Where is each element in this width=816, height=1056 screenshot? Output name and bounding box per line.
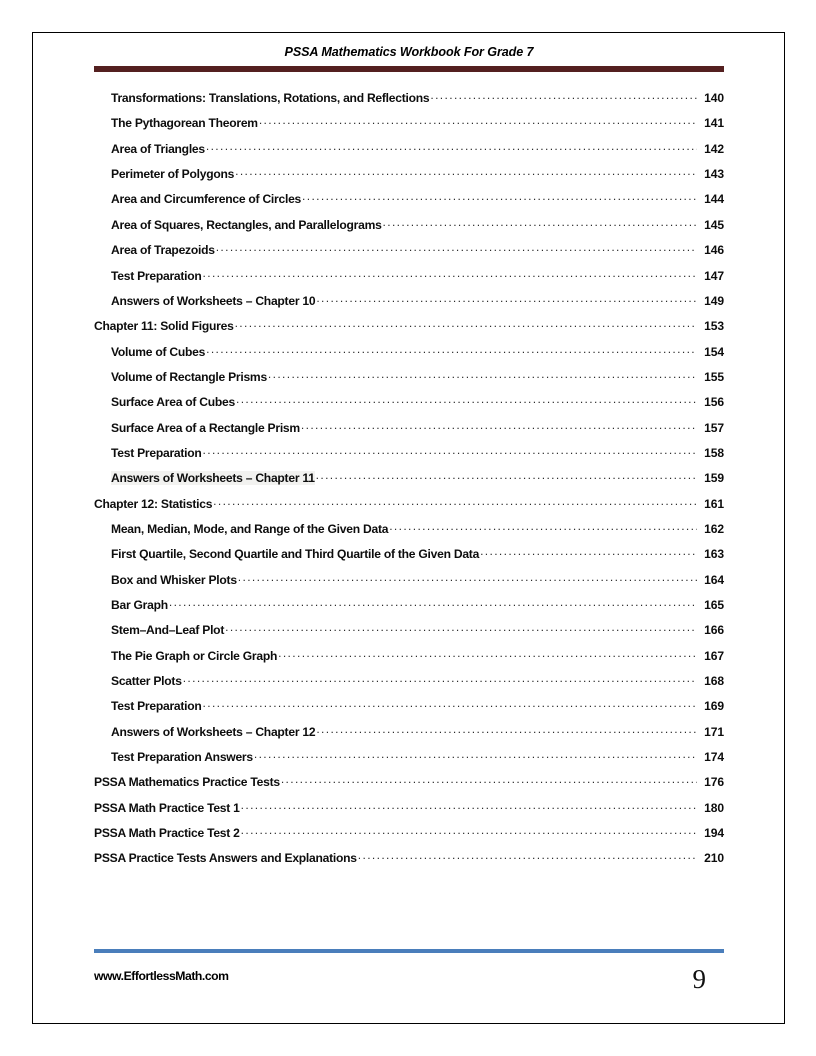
toc-entry[interactable] (94, 242, 724, 267)
toc-entry-title: Volume of Cubes (111, 344, 206, 359)
toc-entry-title: PSSA Practice Tests Answers and Explanations (94, 851, 357, 866)
toc-entry-title: Area of Squares, Rectangles, and Parallelograms (111, 217, 382, 232)
toc-dot-leader (213, 496, 697, 508)
toc-entry-page-number: 161 (704, 496, 724, 511)
toc-dot-leader (268, 369, 697, 381)
toc-dot-leader (206, 141, 697, 153)
toc-entry-page-number: 141 (704, 116, 724, 131)
toc-entry[interactable] (94, 115, 724, 140)
toc-entry[interactable] (94, 825, 724, 850)
toc-entry-page-number: 145 (704, 217, 724, 232)
toc-entry-page-number: 140 (704, 91, 724, 106)
toc-entry[interactable] (94, 496, 724, 521)
toc-entry-page-number: 163 (704, 547, 724, 562)
toc-entry[interactable] (94, 470, 724, 495)
toc-entry[interactable] (94, 217, 724, 242)
toc-entry-page-number: 158 (704, 445, 724, 460)
toc-dot-leader (383, 217, 697, 229)
toc-dot-leader (301, 419, 697, 431)
toc-entry-page-number: 147 (704, 268, 724, 283)
toc-entry-page-number: 176 (704, 775, 724, 790)
toc-dot-leader (259, 115, 697, 127)
toc-dot-leader (241, 800, 697, 812)
toc-dot-leader (316, 293, 697, 305)
toc-entry-page-number: 180 (704, 800, 724, 815)
toc-dot-leader (235, 166, 697, 178)
table-of-contents (94, 90, 724, 876)
toc-entry[interactable] (94, 343, 724, 368)
toc-entry-page-number: 144 (704, 192, 724, 207)
toc-entry-page-number: 159 (704, 471, 724, 486)
toc-entry-title: Box and Whisker Plots (111, 572, 237, 587)
toc-entry-title: Scatter Plots (111, 674, 182, 688)
toc-entry-page-number: 157 (704, 420, 724, 435)
toc-entry-page-number: 154 (704, 344, 724, 359)
toc-dot-leader (316, 470, 697, 482)
footer-website: www.EffortlessMath.com (94, 969, 229, 983)
toc-entry-page-number: 194 (704, 826, 724, 841)
toc-dot-leader (358, 850, 697, 862)
toc-entry-title: Area of Trapezoids (111, 243, 215, 258)
toc-entry-page-number: 146 (704, 243, 724, 258)
toc-entry[interactable] (94, 521, 724, 546)
toc-entry-title: Area of Triangles (111, 141, 205, 156)
toc-dot-leader (302, 191, 697, 203)
toc-entry-page-number: 167 (704, 648, 724, 663)
toc-entry[interactable] (94, 800, 724, 825)
toc-dot-leader (206, 343, 697, 355)
toc-entry-page-number: 162 (704, 521, 724, 536)
toc-entry[interactable] (94, 293, 724, 318)
toc-entry[interactable] (94, 774, 724, 799)
toc-entry-page-number: 171 (704, 724, 724, 739)
toc-dot-leader (480, 546, 697, 558)
toc-entry-title: The Pythagorean Theorem (111, 116, 258, 131)
toc-dot-leader (238, 572, 697, 584)
toc-entry-title: Test Preparation (111, 445, 202, 460)
toc-entry-title: Area and Circumference of Circles (111, 192, 302, 207)
toc-entry-title: Answers of Worksheets – Chapter 10 (111, 293, 316, 308)
toc-entry[interactable] (94, 724, 724, 749)
toc-dot-leader (316, 724, 697, 736)
toc-dot-leader (281, 774, 697, 786)
toc-dot-leader (169, 597, 697, 609)
toc-entry-title: First Quartile, Second Quartile and Third Quartile of the Given Data (111, 547, 480, 562)
running-header-title: PSSA Mathematics Workbook For Grade 7 (284, 45, 534, 59)
toc-entry-title: Chapter 12: Statistics (94, 496, 213, 511)
header-divider-rule (94, 66, 724, 72)
toc-dot-leader (225, 622, 697, 634)
footer-divider-rule (94, 949, 724, 953)
toc-entry[interactable] (94, 698, 724, 723)
toc-entry-page-number: 164 (704, 572, 724, 587)
toc-dot-leader (389, 521, 697, 533)
toc-entry-title: Bar Graph (111, 597, 168, 612)
toc-entry-title: Transformations: Translations, Rotations, and Reflections (111, 91, 430, 106)
toc-entry-title: Perimeter of Polygons (111, 167, 235, 182)
toc-entry[interactable] (94, 394, 724, 419)
toc-entry-page-number: 149 (704, 293, 724, 308)
toc-entry-title: Test Preparation (111, 268, 202, 283)
document-page (32, 32, 785, 1024)
toc-dot-leader (203, 267, 697, 279)
toc-entry[interactable] (94, 318, 724, 343)
toc-dot-leader (236, 394, 697, 406)
toc-entry-page-number: 169 (704, 699, 724, 714)
toc-entry[interactable] (94, 673, 724, 698)
toc-entry-page-number: 153 (704, 319, 724, 334)
toc-entry[interactable] (94, 191, 724, 216)
toc-entry[interactable] (94, 267, 724, 292)
toc-dot-leader (254, 749, 697, 761)
toc-dot-leader (430, 90, 697, 102)
toc-entry-title: Mean, Median, Mode, and Range of the Given Data (111, 521, 389, 536)
toc-entry-page-number: 210 (704, 851, 724, 866)
toc-entry[interactable] (94, 546, 724, 571)
toc-entry-title: PSSA Math Practice Test 1 (94, 800, 240, 815)
toc-dot-leader (241, 825, 697, 837)
toc-entry-title: Test Preparation Answers (111, 750, 253, 765)
toc-entry-page-number: 143 (704, 167, 724, 182)
toc-dot-leader (203, 445, 697, 457)
toc-entry-title: The Pie Graph or Circle Graph (111, 648, 278, 663)
toc-entry-page-number: 142 (704, 141, 724, 156)
toc-entry-title: PSSA Mathematics Practice Tests (94, 775, 280, 790)
toc-entry[interactable] (94, 369, 724, 394)
toc-dot-leader (235, 318, 697, 330)
toc-entry[interactable] (94, 166, 724, 191)
toc-entry-page-number: 156 (704, 395, 724, 410)
toc-entry[interactable] (94, 572, 724, 597)
toc-entry-page-number: 174 (704, 750, 724, 765)
page-number: 9 (692, 964, 706, 994)
toc-entry[interactable] (94, 597, 724, 622)
toc-dot-leader (183, 673, 697, 685)
toc-entry-title: Stem–And–Leaf Plot (111, 623, 225, 638)
toc-entry-page-number: 166 (704, 623, 724, 638)
toc-entry[interactable] (94, 141, 724, 166)
toc-entry[interactable] (94, 850, 724, 875)
toc-dot-leader (278, 648, 697, 660)
toc-entry[interactable] (94, 749, 724, 774)
toc-entry-page-number: 168 (704, 674, 724, 688)
toc-dot-leader (203, 698, 697, 710)
toc-entry[interactable] (94, 622, 724, 647)
toc-entry-title: PSSA Math Practice Test 2 (94, 826, 240, 841)
toc-entry-page-number: 155 (704, 369, 724, 384)
toc-entry-title: Chapter 11: Solid Figures (94, 319, 234, 334)
toc-entry-title: Surface Area of a Rectangle Prism (111, 420, 300, 435)
toc-entry[interactable] (94, 648, 724, 673)
toc-entry-page-number: 165 (704, 597, 724, 612)
toc-entry-title: Surface Area of Cubes (111, 395, 236, 410)
toc-entry-title: Answers of Worksheets – Chapter 11 (111, 471, 315, 486)
toc-entry[interactable] (94, 90, 724, 115)
toc-entry[interactable] (94, 419, 724, 444)
toc-entry[interactable] (94, 445, 724, 470)
toc-entry-title: Volume of Rectangle Prisms (111, 369, 267, 384)
toc-entry-title: Test Preparation (111, 699, 202, 714)
toc-entry-title: Answers of Worksheets – Chapter 12 (111, 724, 316, 739)
toc-dot-leader (216, 242, 697, 254)
